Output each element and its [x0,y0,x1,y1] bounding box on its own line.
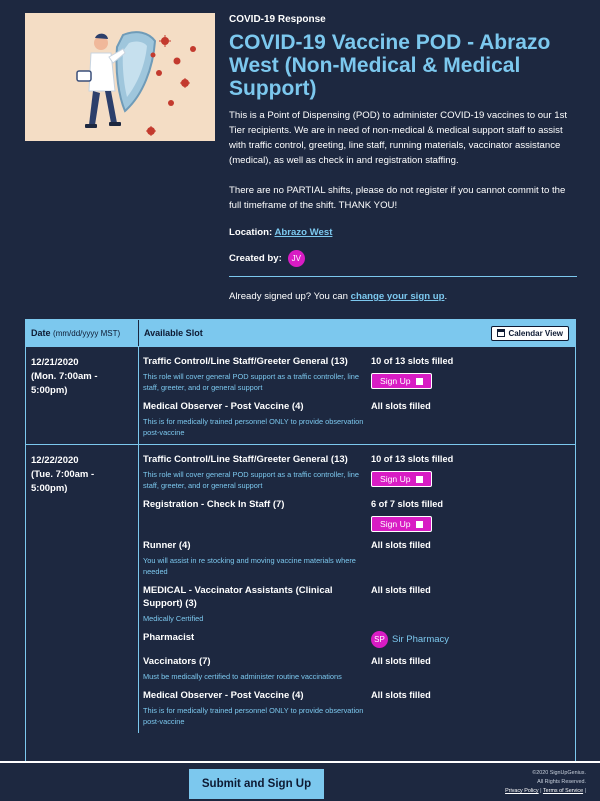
slot-status: 10 of 13 slots filled [371,356,454,366]
date-column-header [26,328,138,338]
slot-status: All slots filled [371,690,431,700]
slot-info [143,355,369,393]
slot-item [139,495,575,536]
created-by [229,250,577,267]
location-label: Location: [229,227,273,238]
slots-cell [138,445,575,733]
already-signed-up [229,291,577,302]
slot-item [139,352,575,397]
slots-table [25,319,576,769]
slot-header-label: Available Slot [144,328,203,338]
slot-description: You will assist in re stocking and moving vaccine materials where needed [143,556,356,576]
slot-status-cell [369,400,571,438]
legal-info [505,769,586,796]
terms-link[interactable]: Terms of Service [542,788,584,794]
event-category: COVID-19 Response [229,14,326,25]
already-text: Already signed up? You can [229,291,351,302]
slot-name: Vaccinators (7) [143,656,211,667]
legal-links [505,787,586,796]
sign-up-button[interactable] [371,516,432,532]
slot-item [139,397,575,442]
page-title: COVID-19 Vaccine POD - Abrazo West (Non-Medical & Medical Support) [229,31,551,100]
slot-item [139,652,575,686]
calendar-view-label: Calendar View [508,328,563,338]
slot-status-cell [369,539,571,577]
sign-up-checkbox[interactable] [416,476,423,483]
already-end: . [444,291,448,302]
slot-date: 12/21/2020 [31,357,79,368]
sign-up-label: Sign Up [380,376,411,386]
slot-info [143,539,369,577]
slot-info [143,689,369,727]
footer [0,761,600,801]
slot-item [139,536,575,581]
volunteer [371,631,571,648]
copyright: ©2020 SignUpGenius. [532,770,586,776]
location-link[interactable]: Abrazo West [274,227,333,238]
slot-name: Runner (4) [143,540,191,551]
sign-up-checkbox[interactable] [416,521,423,528]
slot-status-cell [369,498,571,532]
slot-description: Medically Certified [143,614,204,623]
slot-name: Registration - Check In Staff (7) [143,499,285,510]
slot-info [143,584,369,624]
slot-item [139,581,575,628]
rights: All Rights Reserved. [537,779,586,785]
slot-info [143,655,369,682]
sign-up-label: Sign Up [380,474,411,484]
slot-status: All slots filled [371,656,431,666]
event-notice: There are no PARTIAL shifts, please do not register if you cannot commit to the full timeframe of the shift. THANK YOU! [229,185,566,211]
slot-name: Traffic Control/Line Staff/Greeter General (13) [143,454,348,465]
date-format-label: (mm/dd/yyyy MST) [53,329,121,338]
slot-item [139,450,575,495]
slot-info [143,453,369,491]
event-description: This is a Point of Dispensing (POD) to administer COVID-19 vaccines to our 1st Tier recipients. We are in need of non-medical & medical support staff to assist with traffic control, greeting, line staff, running materials, vaccinator assistance (medical), as well as check in and registration staffing. [229,110,568,166]
slots-cell [138,347,575,444]
slot-item [139,686,575,731]
calendar-icon [497,329,505,337]
slot-name: MEDICAL - Vaccinator Assistants (Clinical Support) (3) [143,585,333,609]
slot-status-cell [369,631,571,648]
location [229,227,577,238]
sign-up-button[interactable] [371,373,432,389]
created-by-label: Created by: [229,253,282,264]
slot-description: This role will cover general POD support as a traffic controller, line staff, greeter, and or general support [143,372,359,392]
volunteer-name: Sir Pharmacy [392,634,450,645]
slot-status-cell [369,655,571,682]
slot-status-cell [369,584,571,624]
date-cell [26,445,138,733]
date-rows [26,346,575,733]
slot-info [143,631,369,648]
calendar-view-button[interactable] [491,326,569,341]
slot-status: All slots filled [371,585,431,595]
change-signup-link[interactable]: change your sign up [350,291,445,302]
slot-description: This is for medically trained personnel ONLY to provide observation post-vaccine [143,706,364,726]
slot-status: All slots filled [371,401,431,411]
link-separator: | [538,788,543,794]
slot-name: Medical Observer - Post Vaccine (4) [143,401,304,412]
slot-description: This is for medically trained personnel ONLY to provide observation post-vaccine [143,417,364,437]
slot-time: (Mon. 7:00am - 5:00pm) [31,371,98,396]
divider [229,276,577,277]
link-separator-end: | [583,788,586,794]
table-header [26,320,575,346]
event-header [229,14,577,302]
slot-status-cell [369,453,571,491]
slot-status: All slots filled [371,540,431,550]
creator-avatar[interactable]: JV [288,250,305,267]
slot-status-cell [369,355,571,393]
date-row [26,444,575,733]
slot-info [143,498,369,532]
slot-date: 12/22/2020 [31,455,79,466]
doctor-shield-illustration [25,13,215,141]
slot-name: Traffic Control/Line Staff/Greeter General (13) [143,356,348,367]
slot-status: 6 of 7 slots filled [371,499,443,509]
privacy-policy-link[interactable]: Privacy Policy [505,788,539,794]
slot-column-header [138,320,575,346]
slot-name: Medical Observer - Post Vaccine (4) [143,690,304,701]
slot-item [139,628,575,652]
slot-description: Must be medically certified to administer routine vaccinations [143,672,342,681]
slot-status-cell [369,689,571,727]
submit-button[interactable]: Submit and Sign Up [189,769,324,799]
slot-description: This role will cover general POD support as a traffic controller, line staff, greeter, and or general support [143,470,359,490]
slot-status: 10 of 13 slots filled [371,454,454,464]
hero-image [25,13,215,141]
sign-up-checkbox[interactable] [416,378,423,385]
date-row [26,346,575,444]
date-cell [26,347,138,444]
sign-up-label: Sign Up [380,519,411,529]
sign-up-button[interactable] [371,471,432,487]
volunteer-avatar[interactable]: SP [371,631,388,648]
slot-time: (Tue. 7:00am - 5:00pm) [31,469,95,494]
date-header-label: Date [31,328,51,338]
slot-info [143,400,369,438]
slot-name: Pharmacist [143,632,195,643]
